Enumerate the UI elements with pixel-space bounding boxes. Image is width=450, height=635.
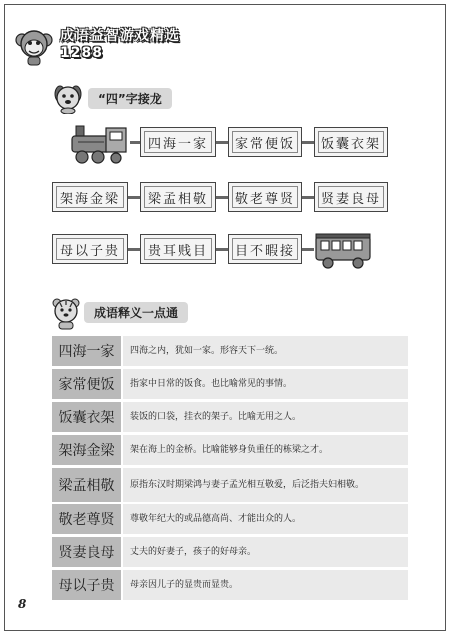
definition-row (52, 468, 408, 502)
chain-card: 贵耳贱目 (140, 234, 216, 264)
definition-row (52, 435, 408, 466)
definition-row (52, 504, 408, 535)
chain-link (216, 248, 228, 251)
idiom-definition: 原指东汉时期梁鸿与妻子孟光相互敬爱，后泛指夫妇相敬。 (123, 468, 408, 502)
section2-heading (50, 296, 250, 332)
chain-card: 母以子贵 (52, 234, 128, 264)
idiom-definition: 架在海上的金桥。比喻能够身负重任的栋梁之才。 (123, 435, 408, 465)
locomotive-icon (70, 122, 130, 166)
idiom-definition: 母亲因儿子的显贵而显贵。 (123, 570, 408, 600)
chain-card: 饭囊衣架 (314, 127, 388, 157)
train-car-icon (314, 232, 372, 270)
chain-card: 架海金梁 (52, 182, 128, 212)
tiger-icon (50, 296, 82, 330)
idiom-definition: 指家中日常的饭食。也比喻常见的事情。 (123, 369, 408, 399)
section1-title: “四”字接龙 (88, 88, 172, 109)
definition-row (52, 402, 408, 433)
chain-card: 敬老尊贤 (228, 182, 302, 212)
chain-link (302, 196, 314, 199)
chain-card: 四海一家 (140, 127, 216, 157)
definition-row (52, 336, 408, 367)
definition-table (52, 336, 408, 603)
idiom-definition: 尊敬年纪大的或品德高尚、才能出众的人。 (123, 504, 408, 534)
idiom-term: 梁孟相敬 (52, 468, 121, 502)
page-number: 8 (18, 597, 27, 611)
chain-card: 梁孟相敬 (140, 182, 216, 212)
definition-row (52, 537, 408, 568)
section2-title: 成语释义一点通 (84, 302, 188, 323)
header-title-band (54, 28, 214, 61)
idiom-term: 母以子贵 (52, 570, 121, 600)
idiom-definition: 丈夫的好妻子，孩子的好母亲。 (123, 537, 408, 567)
idiom-definition: 四海之内，犹如一家。形容天下一统。 (123, 336, 408, 366)
chain-link (128, 196, 140, 199)
chain-card: 贤妻良母 (314, 182, 388, 212)
idiom-definition: 装饭的口袋，挂衣的架子。比喻无用之人。 (123, 402, 408, 432)
chain-link (302, 141, 314, 144)
chain-link (216, 141, 228, 144)
idiom-term: 贤妻良母 (52, 537, 121, 567)
definition-row (52, 570, 408, 601)
chain-link (216, 196, 228, 199)
idiom-term: 架海金梁 (52, 435, 121, 465)
dog-icon (50, 82, 86, 114)
idiom-term: 四海一家 (52, 336, 121, 366)
monkey-icon (14, 26, 54, 66)
chain-card: 目不暇接 (228, 234, 302, 264)
header-title: 成语益智游戏精选1288 (60, 28, 180, 61)
chain-link (128, 248, 140, 251)
idiom-term: 饭囊衣架 (52, 402, 121, 432)
definition-row (52, 369, 408, 400)
chain-card: 家常便饭 (228, 127, 302, 157)
book-header (14, 26, 214, 62)
idiom-term: 敬老尊贤 (52, 504, 121, 534)
idiom-term: 家常便饭 (52, 369, 121, 399)
section1-heading (50, 82, 250, 118)
chain-link (302, 248, 314, 251)
